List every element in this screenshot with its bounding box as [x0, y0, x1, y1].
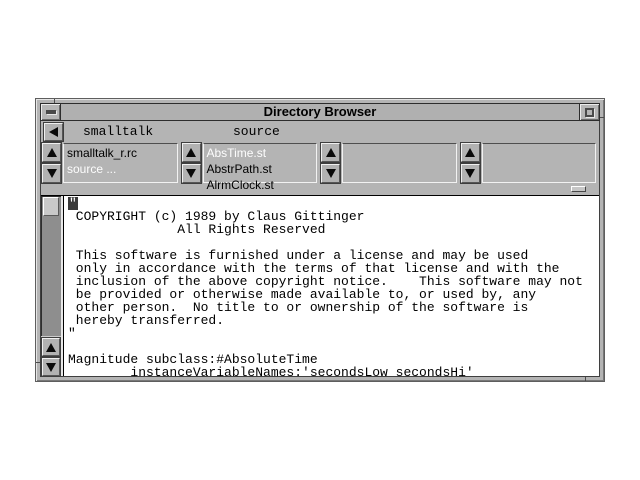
- pane4-scroll-up-button[interactable]: [461, 143, 480, 162]
- window-maximize-button[interactable]: [579, 104, 599, 120]
- text-line: Magnitude subclass:#AbsoluteTime: [68, 352, 318, 367]
- pane2-scroll-down-button[interactable]: [182, 164, 201, 183]
- pane4-scroll-down-button[interactable]: [461, 164, 480, 183]
- text-scroll-down-button[interactable]: [42, 358, 60, 376]
- directory-up-button[interactable]: [44, 123, 63, 141]
- up-arrow-icon: [47, 148, 57, 157]
- file-list-empty-3[interactable]: [342, 143, 457, 183]
- pane3-scroll-buttons: [320, 143, 340, 183]
- scrollbar-thumb[interactable]: [43, 197, 59, 216]
- text-line: be provided or otherwise made available to, or used by, any: [68, 287, 537, 302]
- list-item-selected[interactable]: source ...: [67, 162, 117, 176]
- up-arrow-icon: [186, 148, 196, 157]
- pane1-scroll-buttons: [41, 143, 61, 183]
- path-label-smalltalk: smalltalk: [83, 124, 154, 139]
- window-title: Directory Browser: [263, 104, 377, 119]
- file-list-source[interactable]: [203, 143, 318, 192]
- source-text-view[interactable]: [63, 196, 599, 380]
- client-area: [40, 121, 600, 380]
- pane1-scroll-up-button[interactable]: [42, 143, 61, 162]
- pane-group-1: [41, 143, 181, 183]
- scrollbar-buttons: [41, 336, 61, 376]
- text-line: only in accordance with the terms of that license and with the: [68, 261, 560, 276]
- up-arrow-icon: [465, 148, 475, 157]
- list-item[interactable]: AbstrPath.st: [206, 162, 272, 176]
- frame-resize-notch[interactable]: [600, 117, 604, 118]
- directory-browser-window: [35, 98, 605, 382]
- list-item[interactable]: smalltalk_r.rc: [67, 146, 138, 160]
- list-item-clipped[interactable]: AlrmClock.st: [206, 178, 274, 192]
- list-item-selected[interactable]: AbsTime.st: [206, 146, 267, 160]
- text-line: All Rights Reserved: [68, 222, 326, 237]
- down-arrow-icon: [326, 169, 336, 178]
- pane-group-3: [320, 143, 460, 183]
- text-scroll-up-button[interactable]: [42, 338, 60, 356]
- pane2-scroll-buttons: [181, 143, 201, 183]
- toolbar: [41, 121, 599, 143]
- left-arrow-icon: [49, 127, 58, 137]
- path-label-source: source: [233, 124, 280, 139]
- pane2-scroll-up-button[interactable]: [182, 143, 201, 162]
- down-arrow-icon: [47, 169, 57, 178]
- pane1-scroll-down-button[interactable]: [42, 164, 61, 183]
- pane3-scroll-up-button[interactable]: [321, 143, 340, 162]
- text-scrollbar[interactable]: [41, 196, 61, 376]
- down-arrow-icon: [186, 169, 196, 178]
- text-section: [41, 195, 599, 380]
- frame-resize-notch[interactable]: [54, 99, 55, 103]
- pane-group-4: [460, 143, 600, 183]
- sash-resize-handle[interactable]: [571, 186, 586, 192]
- frame-resize-notch[interactable]: [36, 362, 40, 363]
- title-bar[interactable]: [40, 103, 600, 121]
- text-line: hereby transferred.: [68, 313, 225, 328]
- pane-group-2: [181, 143, 321, 192]
- text-line: inclusion of the above copyright notice. This software may not: [68, 274, 583, 289]
- text-line: COPYRIGHT (c) 1989 by Claus Gittinger: [68, 209, 365, 224]
- square-icon: [585, 108, 594, 117]
- frame-resize-notch[interactable]: [585, 377, 586, 381]
- file-panes-row: [41, 143, 599, 192]
- text-line: other person. No title to or ownership of the software is: [68, 300, 529, 315]
- up-arrow-icon: [326, 148, 336, 157]
- text-line: This software is furnished under a license and may be used: [68, 248, 529, 263]
- pane-divider: [41, 183, 599, 195]
- selected-text: ": [69, 196, 77, 211]
- text-line: ": [68, 326, 76, 341]
- down-arrow-icon: [46, 363, 56, 372]
- window-minimize-button[interactable]: [41, 104, 61, 120]
- pane3-scroll-down-button[interactable]: [321, 164, 340, 183]
- text-line: instanceVariableNames:'secondsLow secondsHi': [68, 365, 474, 380]
- up-arrow-icon: [46, 343, 56, 352]
- down-arrow-icon: [465, 169, 475, 178]
- dash-icon: [46, 110, 56, 114]
- pane4-scroll-buttons: [460, 143, 480, 183]
- file-list-empty-4[interactable]: [482, 143, 597, 183]
- file-list-smalltalk[interactable]: [63, 143, 178, 183]
